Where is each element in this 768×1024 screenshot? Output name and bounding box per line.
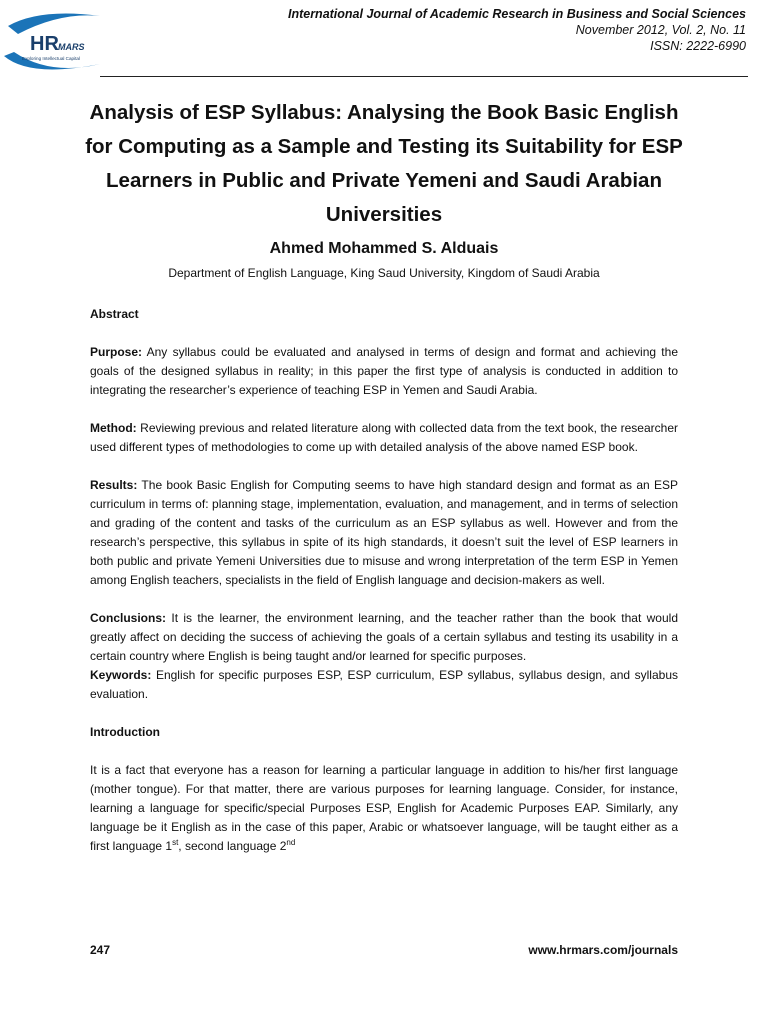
results-label: Results: (90, 478, 138, 492)
abstract-heading: Abstract (90, 307, 139, 321)
logo-swoosh-top (8, 14, 100, 34)
journal-issue: November 2012, Vol. 2, No. 11 (575, 23, 746, 37)
logo-tagline: Exploring Intellectual Capital (22, 56, 80, 61)
header-divider (100, 76, 748, 77)
purpose-text: Any syllabus could be evaluated and analysed in terms of design and format and achieving the goals of the designed syllabus in reality; in this paper the first type of analysis is conducted in addition to integrating the researcher’s experience of teaching ESP in Yemen and Saudi Arabia. (90, 345, 678, 397)
keywords-label: Keywords: (90, 668, 152, 682)
abstract-conclusions (90, 609, 678, 666)
results-text: The book Basic English for Computing seems to have high standard design and format as an ESP curriculum in terms of: planning stage, implementation, evaluation, and management, and in terms of selection and grading of the content and tasks of the curriculum as an ESP syllabus as well. However and from the research’s perspective, this syllabus in spite of its high standards, it doesn’t suit the level of ESP learners in both public and private Yemeni Universities due to misuse and wrong interpretation of the term ESP in Yemen among English teachers, specialists in the field of English language and decision-makers as well. (90, 478, 678, 587)
introduction-paragraph (90, 761, 678, 856)
page-number: 247 (90, 943, 111, 957)
hrmars-logo (0, 4, 112, 80)
journal-header (288, 6, 746, 54)
abstract-purpose (90, 343, 678, 400)
intro-text-2: , second language 2 (178, 839, 287, 853)
keywords-text: English for specific purposes ESP, ESP curriculum, ESP syllabus, syllabus design, and syllabus evaluation. (90, 668, 678, 701)
abstract-method (90, 419, 678, 457)
purpose-label: Purpose: (90, 345, 143, 359)
journal-url: www.hrmars.com/journals (528, 943, 678, 957)
abstract-results (90, 476, 678, 590)
journal-issn: ISSN: 2222-6990 (650, 39, 746, 53)
conclusions-text: It is the learner, the environment learning, and the teacher rather than the book that would greatly affect on deciding the success of achieving the goals of a certain syllabus and testing its usability in a certain country where English is being taught and/or learned for specific purposes. (90, 611, 678, 663)
author-name: Ahmed Mohammed S. Alduais (269, 240, 499, 257)
author-affiliation: Department of English Language, King Saud University, Kingdom of Saudi Arabia (168, 266, 600, 280)
intro-sup-2: nd (286, 838, 296, 847)
paper-title: Analysis of ESP Syllabus: Analysing the Book Basic English for Computing as a Sample and Testing its Suitability for ESP Learners in Public and Private Yemeni and Saudi Arabian Universities (85, 101, 683, 226)
conclusions-label: Conclusions: (90, 611, 167, 625)
abstract-keywords (90, 666, 678, 704)
intro-sup-1: st (172, 838, 179, 847)
logo-brand-sub: MARS (58, 42, 85, 52)
method-label: Method: (90, 421, 137, 435)
journal-name: International Journal of Academic Research in Business and Social Sciences (287, 7, 746, 21)
paper-body (90, 305, 678, 856)
logo-brand-main: HR (30, 33, 59, 55)
introduction-heading: Introduction (90, 725, 160, 739)
intro-text: It is a fact that everyone has a reason for learning a particular language in addition to his/her first language (mother tongue). For that matter, there are various purposes for learning language. Consider, for instance, learning a language for specific/special Purposes ESP, English for Academic Purposes EAP. Similarly, any language be it English as in the case of this paper, Arabic or whatsoever language, will be taught either as a first language 1 (90, 763, 678, 853)
method-text: Reviewing previous and related literature along with collected data from the text book, the researcher used different types of methodologies to come up with detailed analysis of the above named ESP book. (90, 421, 678, 454)
